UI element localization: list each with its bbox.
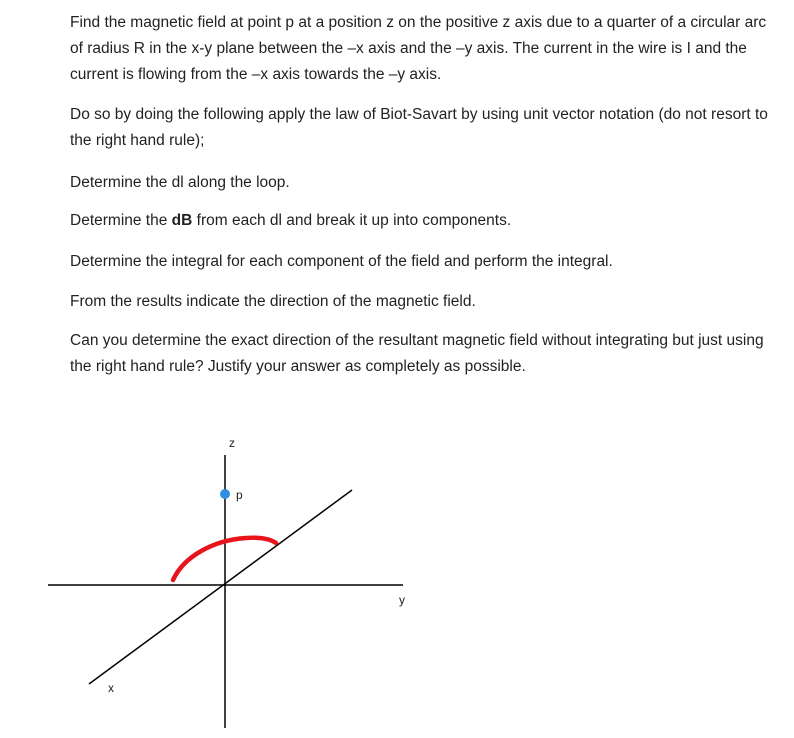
db-bold-term: dB [171,212,193,229]
z-axis-label: z [229,436,235,450]
step-integral: Determine the integral for each component of the field and perform the integral. [70,253,613,270]
point-p-label: p [236,488,243,502]
instruction-paragraph: Do so by doing the following apply the law of Biot-Savart by using unit vector notation (do not resort to the right hand rule); [70,106,768,149]
problem-statement: Find the magnetic field at point p at a position z on the positive z axis due to a quarter of a circular arc of radius R in the x-y plane between the –x axis and the –y axis. The current in the wire is I and the current is flowing from the –x axis towards the –y axis. [70,14,767,83]
step-determine-db-before: Determine the [70,212,172,229]
step-direction: From the results indicate the direction of the magnetic field. [70,293,476,310]
right-hand-rule-question: Can you determine the exact direction of the resultant magnetic field without integrating but just using the right hand rule? Justify your answer as completely as possible. [70,332,764,375]
step-determine-dl: Determine the dl along the loop. [70,174,290,191]
y-axis-label: y [399,593,405,607]
x-axis-label: x [108,681,114,695]
point-p-marker [220,489,230,499]
step-determine-db-after: from each dl and break it up into components. [192,212,512,229]
x-axis [89,490,352,684]
